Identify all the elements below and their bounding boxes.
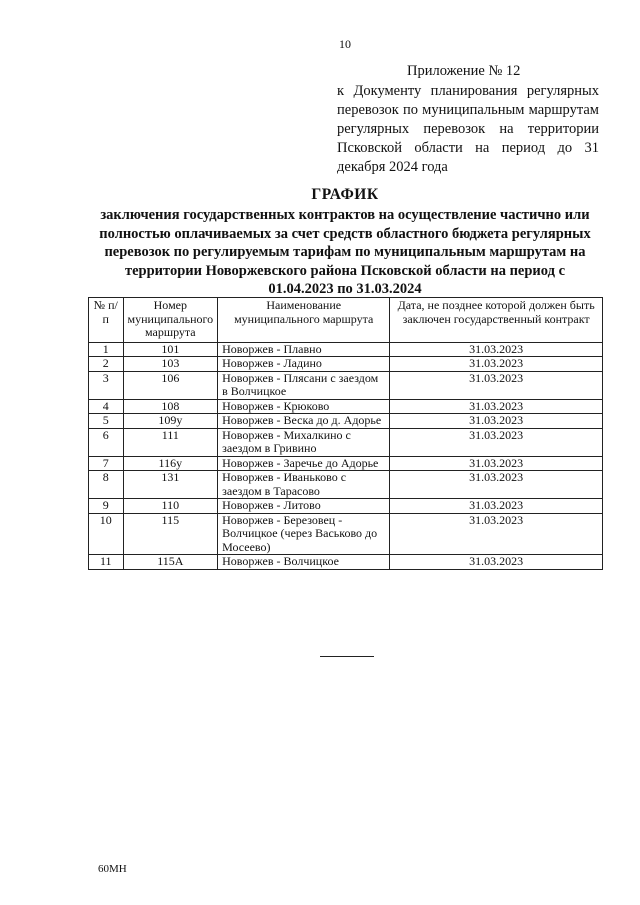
- route-number-cell: 103: [123, 357, 218, 372]
- route-number-cell: 115: [123, 513, 218, 555]
- row-number-cell: 6: [89, 428, 124, 456]
- route-number-cell: 131: [123, 471, 218, 499]
- route-name-cell: Новоржев - Волчицкое: [218, 555, 390, 570]
- route-number-cell: 101: [123, 342, 218, 357]
- appendix-title: Приложение № 12: [407, 63, 521, 79]
- route-name-cell: Новоржев - Плясани с заездом в Волчицкое: [218, 371, 390, 399]
- contract-date-cell: 31.03.2023: [390, 513, 603, 555]
- header-route-name: Наименование муниципального маршрута: [218, 298, 390, 343]
- route-number-cell: 111: [123, 428, 218, 456]
- header-route-number: Номер муниципального маршрута: [123, 298, 218, 343]
- contract-date-cell: 31.03.2023: [390, 371, 603, 399]
- route-name-cell: Новоржев - Березовец - Волчицкое (через Васьково до Мосеево): [218, 513, 390, 555]
- table-row: [89, 499, 603, 514]
- footer-code: 60МН: [98, 863, 127, 875]
- table-row: [89, 414, 603, 429]
- row-number-cell: 10: [89, 513, 124, 555]
- route-name-cell: Новоржев - Плавно: [218, 342, 390, 357]
- contract-date-cell: 31.03.2023: [390, 357, 603, 372]
- contract-date-cell: 31.03.2023: [390, 399, 603, 414]
- row-number-cell: 9: [89, 499, 124, 514]
- table-row: [89, 428, 603, 456]
- table-row: [89, 399, 603, 414]
- table-header-row: [89, 298, 603, 343]
- contract-date-cell: 31.03.2023: [390, 471, 603, 499]
- route-name-cell: Новоржев - Заречье до Адорье: [218, 456, 390, 471]
- table-row: [89, 371, 603, 399]
- route-number-cell: 110: [123, 499, 218, 514]
- schedule-table: [88, 297, 603, 570]
- contract-date-cell: 31.03.2023: [390, 456, 603, 471]
- route-number-cell: 115А: [123, 555, 218, 570]
- contract-date-cell: 31.03.2023: [390, 414, 603, 429]
- table-row: [89, 471, 603, 499]
- route-name-cell: Новоржев - Михалкино с заездом в Гривино: [218, 428, 390, 456]
- row-number-cell: 7: [89, 456, 124, 471]
- document-title: ГРАФИК: [311, 186, 379, 203]
- document-subtitle: заключения государственных контрактов на осуществление частично или полностью оплачиваемых за счет средств областного бюджета регулярных перевозок по регулируемым тарифам по муниципальным маршрутам на территории Новоржевского района Псковской области на период с 01.04.2023 по 31.03.2024: [99, 207, 591, 297]
- contract-date-cell: 31.03.2023: [390, 499, 603, 514]
- row-number-cell: 4: [89, 399, 124, 414]
- route-number-cell: 116у: [123, 456, 218, 471]
- route-number-cell: 108: [123, 399, 218, 414]
- header-num: № п/п: [89, 298, 124, 343]
- appendix-body: к Документу планирования регулярных перевозок по муниципальным маршрутам регулярных перевозок на территории Псковской области на период до 31 декабря 2024 года: [337, 83, 599, 175]
- route-number-cell: 106: [123, 371, 218, 399]
- table-row: [89, 342, 603, 357]
- row-number-cell: 5: [89, 414, 124, 429]
- route-name-cell: Новоржев - Веска до д. Адорье: [218, 414, 390, 429]
- row-number-cell: 8: [89, 471, 124, 499]
- route-name-cell: Новоржев - Литово: [218, 499, 390, 514]
- table-row: [89, 555, 603, 570]
- table-row: [89, 513, 603, 555]
- appendix-block: [337, 62, 599, 177]
- row-number-cell: 3: [89, 371, 124, 399]
- route-number-cell: 109у: [123, 414, 218, 429]
- row-number-cell: 1: [89, 342, 124, 357]
- contract-date-cell: 31.03.2023: [390, 342, 603, 357]
- contract-date-cell: 31.03.2023: [390, 428, 603, 456]
- page-number: 10: [339, 37, 351, 51]
- contract-date-cell: 31.03.2023: [390, 555, 603, 570]
- row-number-cell: 2: [89, 357, 124, 372]
- header-contract-date: Дата, не позднее которой должен быть заключен государственный контракт: [390, 298, 603, 343]
- table-row: [89, 357, 603, 372]
- closing-divider: [320, 656, 374, 657]
- route-name-cell: Новоржев - Крюково: [218, 399, 390, 414]
- route-name-cell: Новоржев - Иваньково с заездом в Тарасово: [218, 471, 390, 499]
- row-number-cell: 11: [89, 555, 124, 570]
- table-row: [89, 456, 603, 471]
- route-name-cell: Новоржев - Ладино: [218, 357, 390, 372]
